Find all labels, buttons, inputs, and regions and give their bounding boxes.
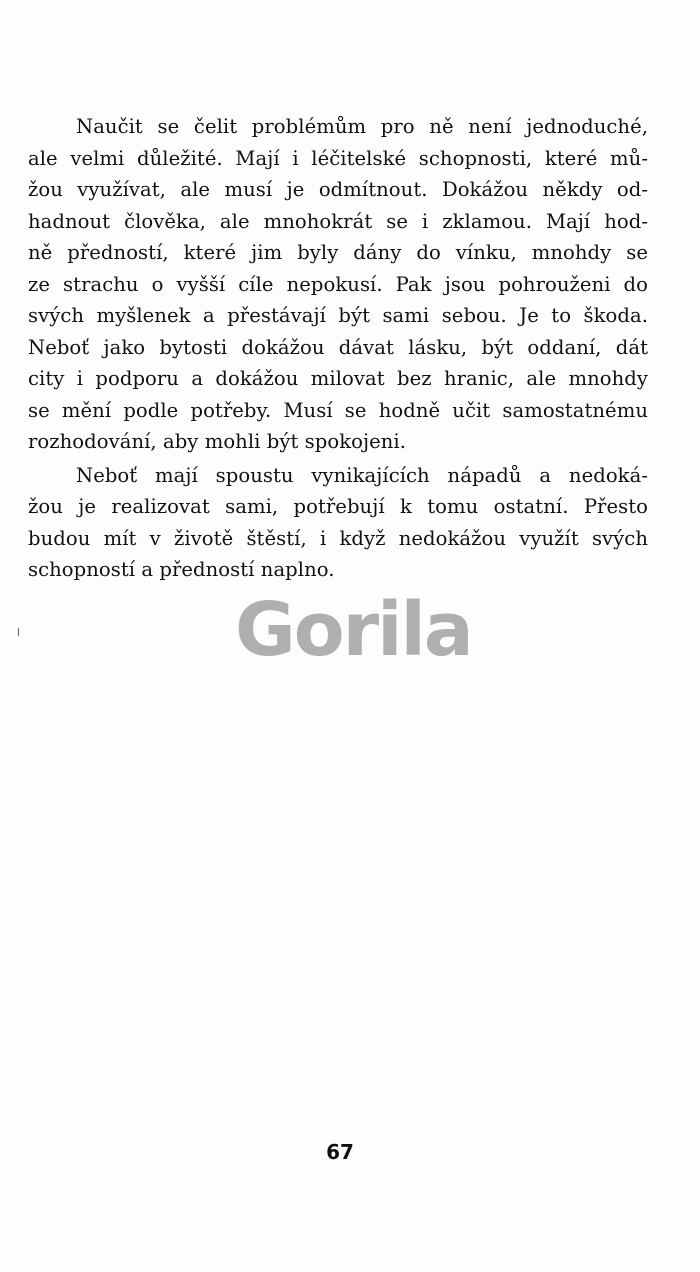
paragraph-2-line-4: schopností a předností naplno. — [28, 558, 335, 581]
paragraph-2-line-2: žou je realizovat sami, potřebují k tomu ostatní. Přesto — [28, 495, 648, 518]
paragraph-1-line-6: ze strachu o vyšší cíle nepokusí. Pak jsou pohrouženi do — [28, 272, 648, 296]
paragraph-2-line-3: budou mít v životě štěstí, i když nedokážou využít svých — [28, 526, 648, 550]
paragraph-1-line-9: city i podporu a dokážou milovat bez hranic, ale mnohdy — [28, 367, 648, 390]
watermark-logo: Gorila — [235, 587, 472, 673]
paragraph-1-line-3: žou využívat, ale musí je odmítnout. Dokážou někdy od- — [28, 178, 648, 201]
body-text — [28, 111, 648, 586]
paragraph-2-line-1: Neboť mají spoustu vynikajících nápadů a nedoká- — [76, 463, 648, 487]
page-number: 67 — [326, 1140, 354, 1164]
paragraph-1-line-7: svých myšlenek a přestávají být sami sebou. Je to škoda. — [28, 304, 648, 327]
paragraph-1-line-10: se mění podle potřeby. Musí se hodně učit samostatnému — [28, 398, 648, 422]
paragraph-1-line-2: ale velmi důležité. Mají i léčitelské schopnosti, které mů- — [28, 146, 648, 170]
paragraph-1-line-5: ně předností, které jim byly dány do vínku, mnohdy se — [28, 241, 648, 264]
paragraph-1-line-8: Neboť jako bytosti dokážou dávat lásku, být oddaní, dát — [28, 335, 648, 359]
scan-speck — [18, 628, 19, 636]
paragraph-1-line-11: rozhodování, aby mohli být spokojeni. — [28, 430, 407, 453]
paragraph-1-line-1: Naučit se čelit problémům pro ně není jednoduché, — [76, 115, 648, 138]
paragraph-1-line-4: hadnout člověka, ale mnohokrát se i zklamou. Mají hod- — [28, 209, 648, 233]
